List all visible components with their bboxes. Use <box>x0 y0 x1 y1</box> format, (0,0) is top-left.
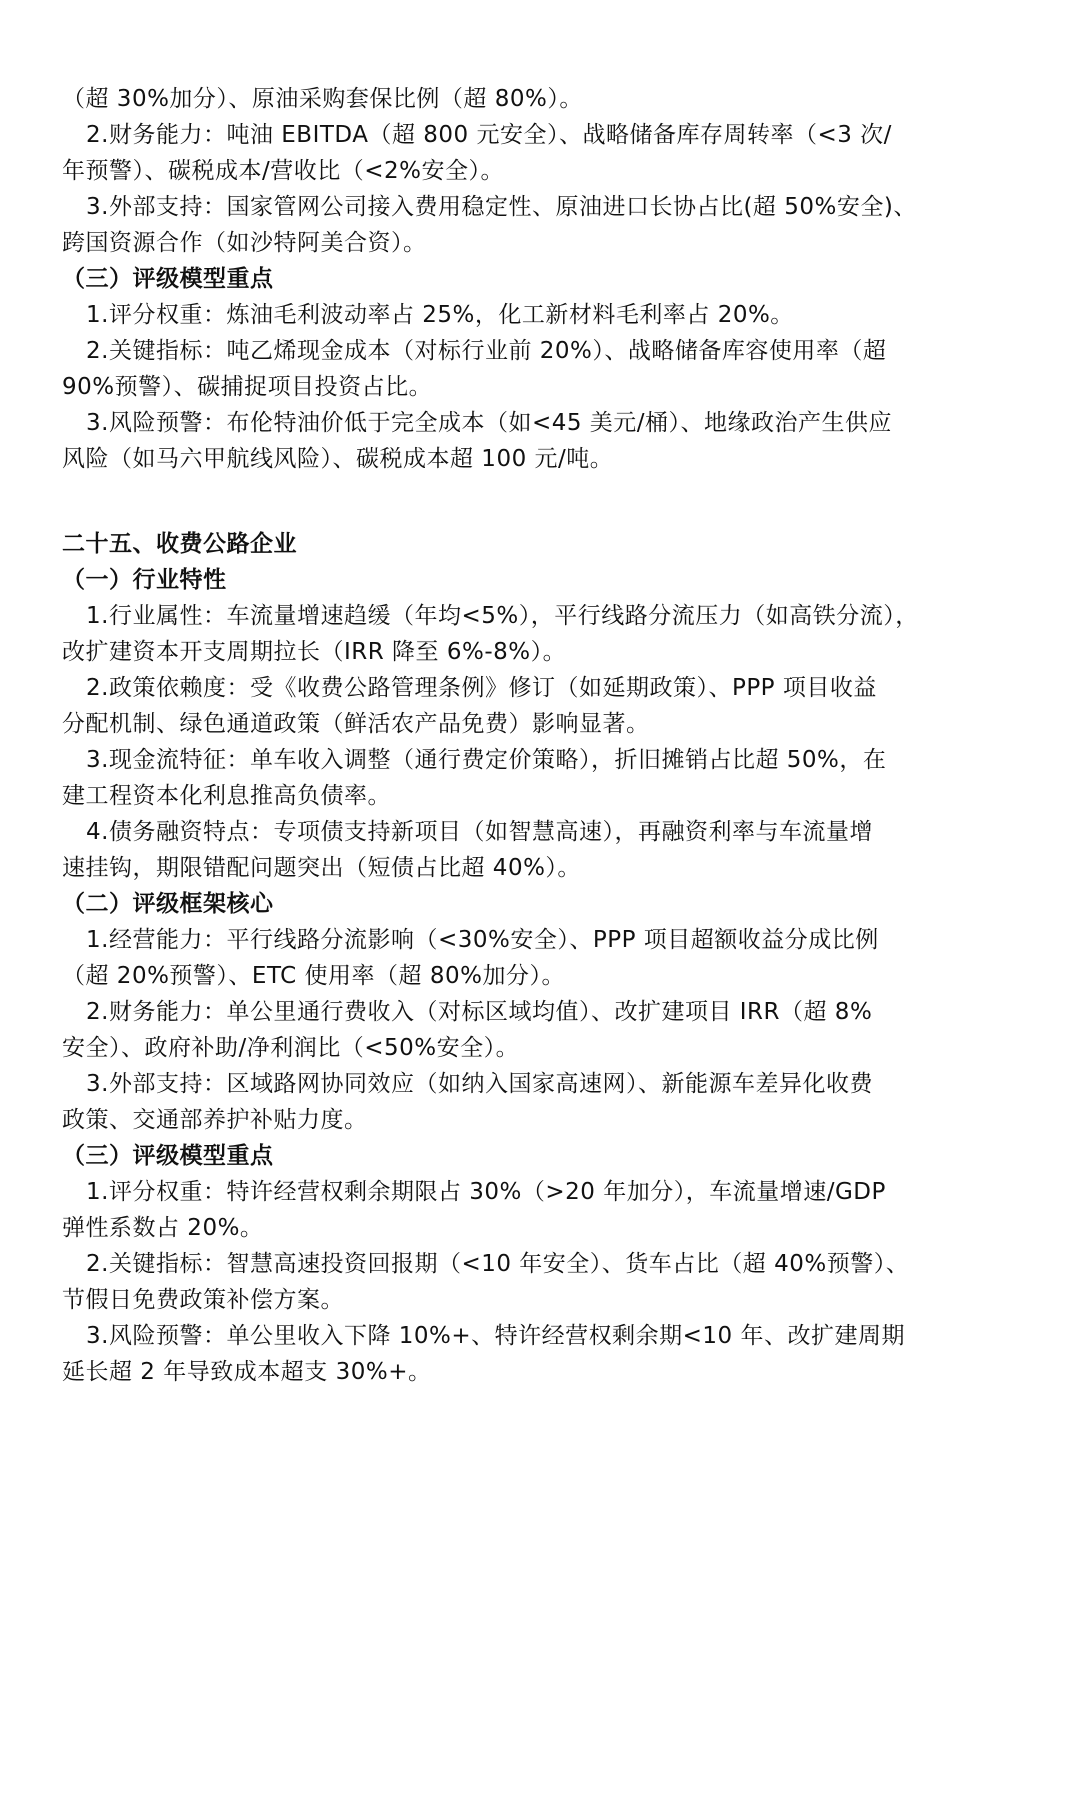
text-line: 4.债务融资特点：专项债支持新项目（如智慧高速），再融资利率与车流量增 <box>86 819 873 845</box>
text-line: 1.评分权重：炼油毛利波动率占 25%，化工新材料毛利率占 20%。 <box>86 302 794 328</box>
text-line: 2.关键指标：吨乙烯现金成本（对标行业前 20%）、战略储备库容使用率（超 <box>86 338 887 364</box>
text-line: 政策、交通部养护补贴力度。 <box>62 1107 368 1133</box>
section-title: 二十五、收费公路企业 <box>62 531 297 557</box>
text-line: （超 30%加分）、原油采购套保比例（超 80%）。 <box>62 86 583 112</box>
text-line: 1.经营能力：平行线路分流影响（<30%安全）、PPP 项目超额收益分成比例 <box>86 927 879 953</box>
text-line: 3.现金流特征：单车收入调整（通行费定价策略），折旧摊销占比超 50%，在 <box>86 747 887 773</box>
subsection-heading: （二）评级框架核心 <box>62 891 274 917</box>
text-line: 年预警）、碳税成本/营收比（<2%安全）。 <box>62 158 505 184</box>
text-line: 改扩建资本开支周期拉长（IRR 降至 6%-8%）。 <box>62 639 567 665</box>
text-line: 1.行业属性：车流量增速趋缓（年均<5%），平行线路分流压力（如高铁分流）， <box>86 603 919 629</box>
text-line: 2.财务能力：单公里通行费收入（对标区域均值）、改扩建项目 IRR（超 8% <box>86 999 873 1025</box>
text-line: 延长超 2 年导致成本超支 30%+。 <box>62 1359 432 1385</box>
text-line: 3.风险预警：布伦特油价低于完全成本（如<45 美元/桶）、地缘政治产生供应 <box>86 410 893 436</box>
text-line: 1.评分权重：特许经营权剩余期限占 30%（>20 年加分），车流量增速/GDP <box>86 1179 886 1205</box>
text-line: 3.风险预警：单公里收入下降 10%+、特许经营权剩余期<10 年、改扩建周期 <box>86 1323 905 1349</box>
text-line: 2.财务能力：吨油 EBITDA（超 800 元安全）、战略储备库存周转率（<3 次/ <box>86 122 892 148</box>
text-line: 弹性系数占 20%。 <box>62 1215 264 1241</box>
text-line: 安全）、政府补助/净利润比（<50%安全）。 <box>62 1035 520 1061</box>
text-line: 2.政策依赖度：受《收费公路管理条例》修订（如延期政策）、PPP 项目收益 <box>86 675 877 701</box>
text-line: 3.外部支持：国家管网公司接入费用稳定性、原油进口长协占比(超 50%安全)、 <box>86 194 917 220</box>
subsection-heading: （三）评级模型重点 <box>62 266 274 292</box>
subsection-heading: （一）行业特性 <box>62 567 227 593</box>
text-line: （超 20%预警）、ETC 使用率（超 80%加分）。 <box>62 963 565 989</box>
text-line: 风险（如马六甲航线风险）、碳税成本超 100 元/吨。 <box>62 446 614 472</box>
text-line: 节假日免费政策补偿方案。 <box>62 1287 344 1313</box>
subsection-heading: （三）评级模型重点 <box>62 1143 274 1169</box>
text-line: 3.外部支持：区域路网协同效应（如纳入国家高速网）、新能源车差异化收费 <box>86 1071 873 1097</box>
text-line: 建工程资本化利息推高负债率。 <box>62 783 391 809</box>
text-line: 90%预警）、碳捕捉项目投资占比。 <box>62 374 433 400</box>
text-line: 2.关键指标：智慧高速投资回报期（<10 年安全）、货车占比（超 40%预警）、 <box>86 1251 910 1277</box>
text-line: 分配机制、绿色通道政策（鲜活农产品免费）影响显著。 <box>62 711 650 737</box>
text-line: 速挂钩，期限错配问题突出（短债占比超 40%）。 <box>62 855 581 881</box>
text-line: 跨国资源合作（如沙特阿美合资）。 <box>62 230 427 256</box>
